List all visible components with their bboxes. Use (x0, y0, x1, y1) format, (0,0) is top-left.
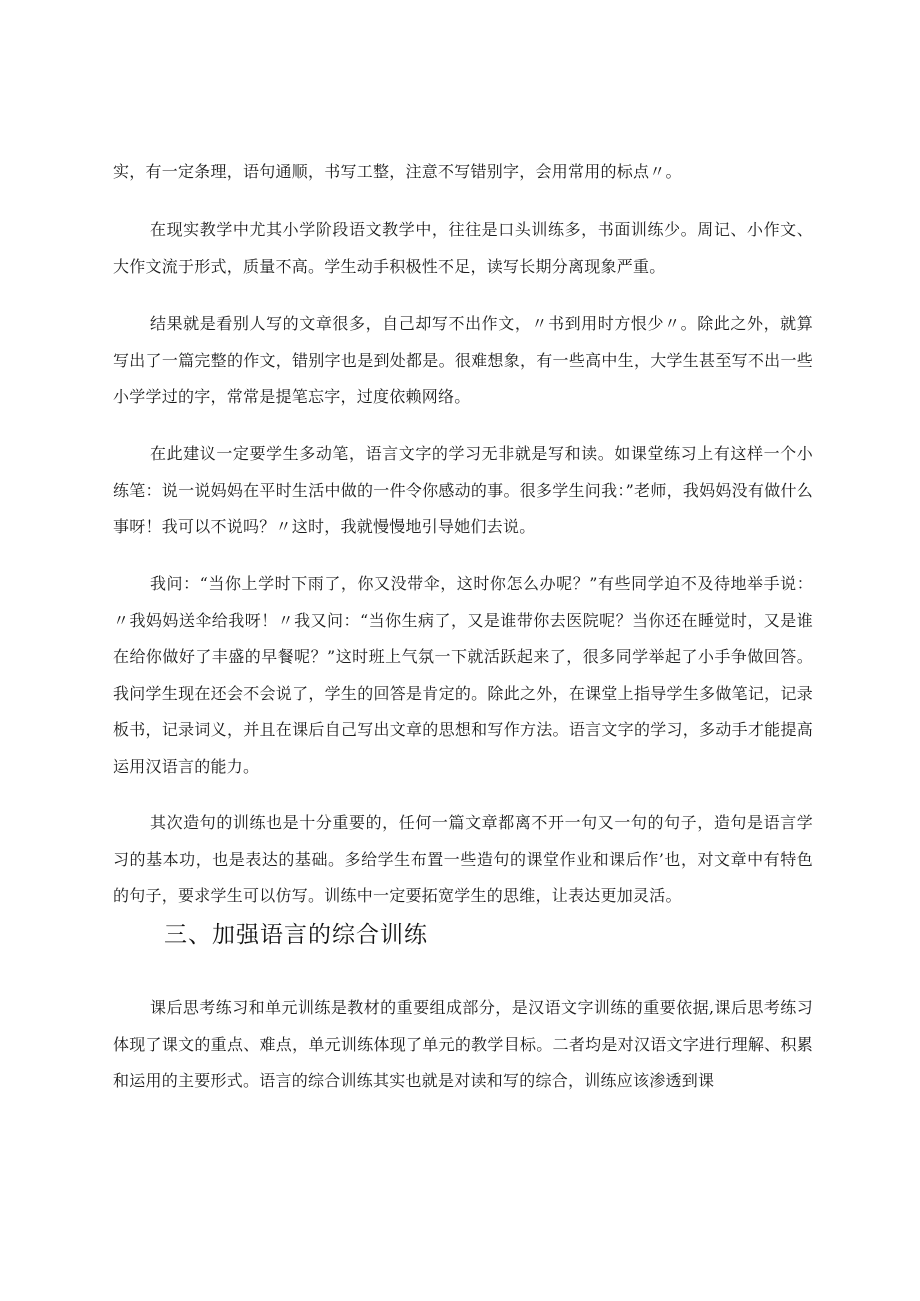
paragraph-continuation: 实，有一定条理，语句通顺，书写工整，注意不写错别字，会用常用的标点〃。 (113, 162, 682, 181)
paragraph-comprehensive-training: 课后思考练习和单元训练是教材的重要组成部分，是汉语文字训练的重要依据,课后思考练习体现了课文的重点、难点，单元训练体现了单元的教学目标。二者均是对汉语文字进行理解、积累和运用的主要形式。语言的综合训练其实也就是对读和写的综合，训练应该渗透到课 (113, 998, 813, 1090)
paragraph-oral-vs-written-training: 在现实教学中尤其小学阶段语文教学中，往往是口头训练多，书面训练少。周记、小作文、大作文流于形式，质量不高。学生动手积极性不足，读写长期分离现象严重。 (113, 220, 813, 276)
paragraph-write-more-suggestion: 在此建议一定要学生多动笔，语言文字的学习无非就是写和读。如课堂练习上有这样一个小练笔：说一说妈妈在平时生活中做的一件令你感动的事。很多学生问我：”老师，我妈妈没有做什么事呀！我可以不说吗？〃这时，我就慢慢地引导她们去说。 (113, 444, 813, 536)
paragraph-classroom-dialogue: 我问：“当你上学时下雨了，你又没带伞，这时你怎么办呢？”有些同学迫不及待地举手说：〃我妈妈送伞给我呀！〃我又问：“当你生病了，又是谁带你去医院呢？当你还在睡觉时，又是谁在给你做好了丰盛的早餐呢？”这时班上气氛一下就活跃起来了，很多同学举起了小手争做回答。我问学生现在还会不会说了，学生的回答是肯定的。除此之外，在课堂上指导学生多做笔记，记录板书，记录词义，并且在课后自己写出文章的思想和写作方法。语言文字的学习，多动手才能提高运用汉语言的能力。 (113, 574, 813, 776)
section-heading: 三、加强语言的综合训练 (164, 922, 428, 948)
paragraph-sentence-making: 其次造句的训练也是十分重要的，任何一篇文章都离不开一句又一句的句子，造句是语言学习的基本功，也是表达的基础。多给学生布置一些造句的课堂作业和课后作’也，对文章中有特色的句子，要求学生可以仿写。训练中一定要拓宽学生的思维，让表达更加灵活。 (113, 813, 813, 905)
paragraph-cannot-write-essays: 结果就是看别人写的文章很多，自己却写不出作文，〃书到用时方恨少〃。除此之外，就算写出了一篇完整的作文，错别字也是到处都是。很难想象，有一些高中生，大学生甚至写不出一些小学学过的字，常常是提笔忘字，过度依赖网络。 (113, 314, 813, 406)
